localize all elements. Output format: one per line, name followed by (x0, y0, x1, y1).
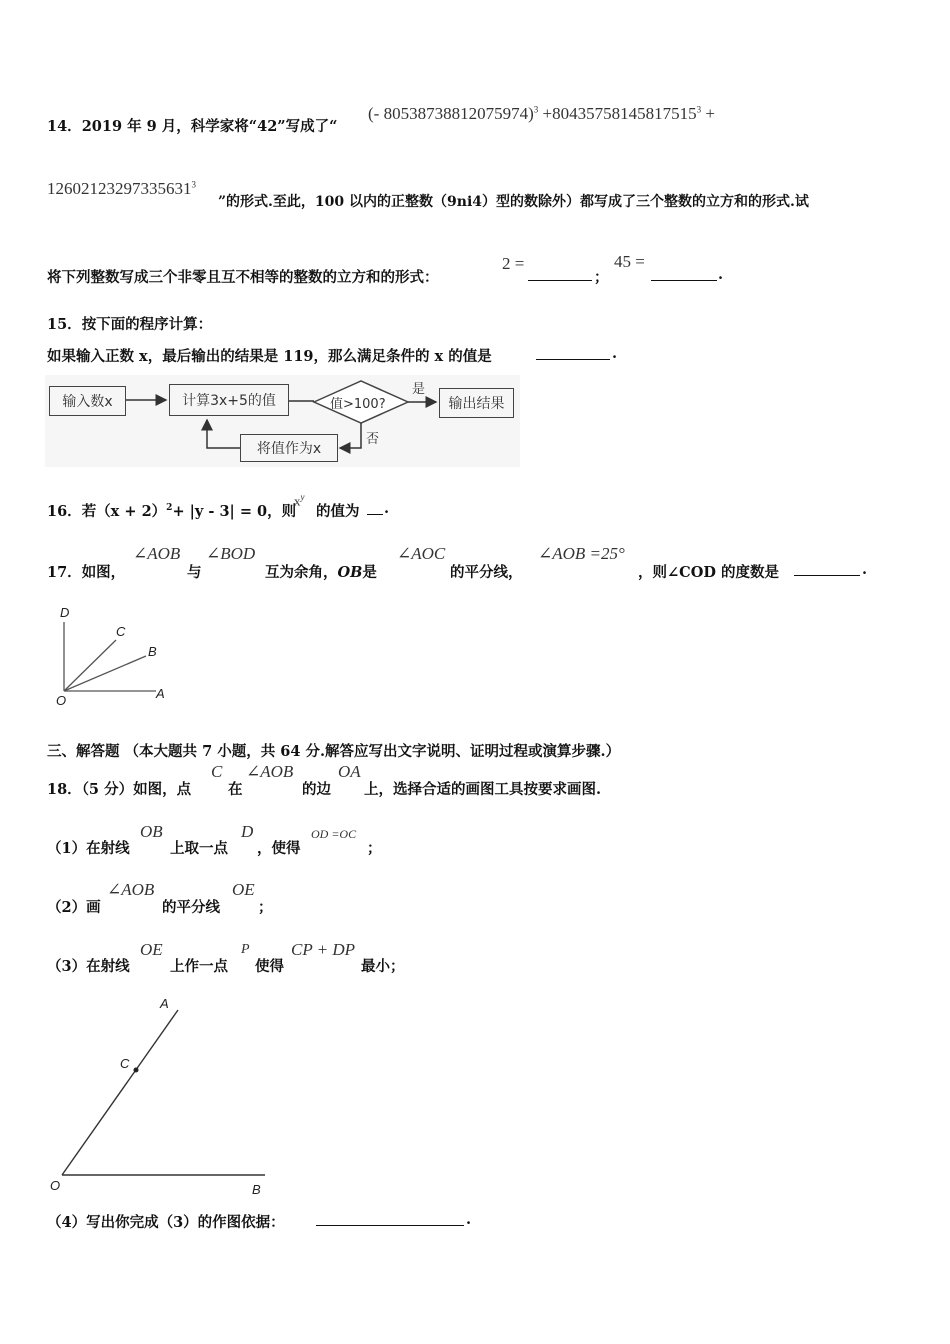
flow-decision-label: 值>100? (330, 397, 386, 412)
flow-yes-label: 是 (412, 382, 426, 397)
label-a: A (156, 686, 165, 701)
flow-input-box: 输入数x (49, 386, 126, 416)
q18-aob: ∠AOB (246, 762, 294, 781)
q17-aoc: ∠AOC (397, 544, 446, 563)
q18-part1-c: ，使得 (257, 840, 301, 857)
q14-eq-1: 2 = (502, 254, 525, 273)
q14-number: 14． (47, 118, 82, 135)
q18-part4-answer-blank[interactable] (316, 1211, 464, 1226)
label-o: O (56, 693, 67, 708)
ray-oc (64, 640, 116, 691)
label-d: D (60, 605, 70, 620)
label-b: B (148, 644, 157, 659)
q16-text-c: 的值为 (316, 503, 360, 520)
q16-answer-blank[interactable] (367, 500, 383, 515)
q14-expression-b: 12602123297335631$^3$ (47, 179, 196, 198)
q18-part4-end: . (466, 1211, 472, 1228)
q15-title: 按下面的程序计算： (81, 316, 213, 333)
q16-number: 16． (47, 503, 82, 520)
q18-part1-a: （1）在射线 (47, 840, 130, 857)
label-c: C (116, 624, 126, 639)
q17-end: . (862, 561, 868, 578)
q18-part3-b: 上作一点 (170, 958, 228, 975)
q14-text-a: 2019 年 9 月，科学家将“42”写成了“ (81, 118, 338, 135)
q18-part1-d: D (241, 822, 254, 841)
q18-text-d: 上，选择合适的画图工具按要求画图. (364, 781, 602, 798)
q18-part2-b: 的平分线 (162, 899, 220, 916)
q14-expression-a: (- $80538738812075974)^3 +80435758145817515^3$ + (368, 104, 715, 123)
label-c: C (120, 1056, 130, 1071)
q18-part2-a: （2）画 (47, 899, 101, 916)
q14-text-c: 将下列整数写成三个非零且互不相等的整数的立方和的形式： (47, 269, 439, 286)
q17-number: 17． (47, 564, 82, 581)
q17-text-f: ，则∠COD 的度数是 (638, 564, 779, 581)
q18-part1-b: 上取一点 (170, 840, 228, 857)
q18-oa: OA (338, 762, 361, 781)
q17-bod: ∠BOD (206, 544, 256, 563)
ray-ob (64, 656, 146, 691)
q18-part1-eq: OD =OC (311, 827, 357, 841)
q18-number: 18． (47, 781, 82, 798)
q18-figure (40, 990, 280, 1205)
q16-line: 16．若$(x + 2)^2+ |y - 3| = 0$，则 (47, 503, 297, 520)
q17-aob-value: ∠AOB =25° (538, 544, 625, 563)
q17-text-c: 互为余角，OB是 (265, 564, 377, 581)
label-a: A (160, 996, 169, 1011)
q16-power: $x^y$ (294, 492, 305, 509)
label-b: B (252, 1182, 261, 1197)
q18-part2-end: ； (258, 899, 273, 916)
q18-part1-ob: OB (140, 822, 163, 841)
flow-output-box: 输出结果 (439, 388, 514, 418)
q17-start: 17．如图， (47, 564, 126, 581)
q15-text: 如果输入正数 x，最后输出的结果是 119，那么满足条件的 x 的值是 (47, 348, 492, 365)
section-3-title: 三、解答题 （本大题共 7 小题，共 64 分.解答应写出文字说明、证明过程或演算步骤.） (47, 743, 621, 760)
q14-end: . (718, 266, 724, 283)
q17-text-b: 与 (187, 564, 202, 581)
flow-no-label: 否 (366, 432, 380, 447)
ray-oa (62, 1010, 178, 1175)
q15-number: 15． (47, 316, 82, 333)
q18-part3-d: 最小； (361, 958, 405, 975)
q14-sep: ； (594, 269, 609, 286)
q18-start: 18．（5 分）如图，点 (47, 781, 192, 798)
q18-c: C (211, 762, 223, 781)
flow-compute-box: 计算3x+5的值 (169, 384, 289, 416)
q18-part3-c: 使得 (255, 958, 284, 975)
q18-text-b: 在 (228, 781, 243, 798)
q18-part1-end: ； (367, 840, 382, 857)
label-o: O (50, 1178, 61, 1193)
point-c (134, 1068, 139, 1073)
q18-part3-oe: OE (140, 940, 163, 959)
q16-end: . (384, 500, 390, 517)
q18-part3-p: P (241, 942, 250, 957)
q14-text-b: ”的形式.至此，100 以内的正整数（9ni4）型的数除外）都写成了三个整数的立方和的形式.试 (218, 194, 809, 210)
q15-end: . (612, 345, 618, 362)
q17-figure (40, 600, 180, 710)
q18-part2-oe: OE (232, 880, 255, 899)
q17-text-e: 的平分线， (450, 564, 523, 581)
q18-part3-a: （3）在射线 (47, 958, 130, 975)
q17-aob: ∠AOB (133, 544, 181, 563)
q17-answer-blank[interactable] (794, 561, 860, 576)
q18-part2-aob: ∠AOB (107, 880, 155, 899)
q18-text-c: 的边 (302, 781, 331, 798)
q14-eq-2: 45 = (614, 252, 645, 271)
q18-part4-a: （4）写出你完成（3）的作图依据： (47, 1214, 285, 1231)
q18-part3-expr: CP + DP (291, 940, 356, 959)
flow-loop-box: 将值作为x (240, 434, 338, 462)
